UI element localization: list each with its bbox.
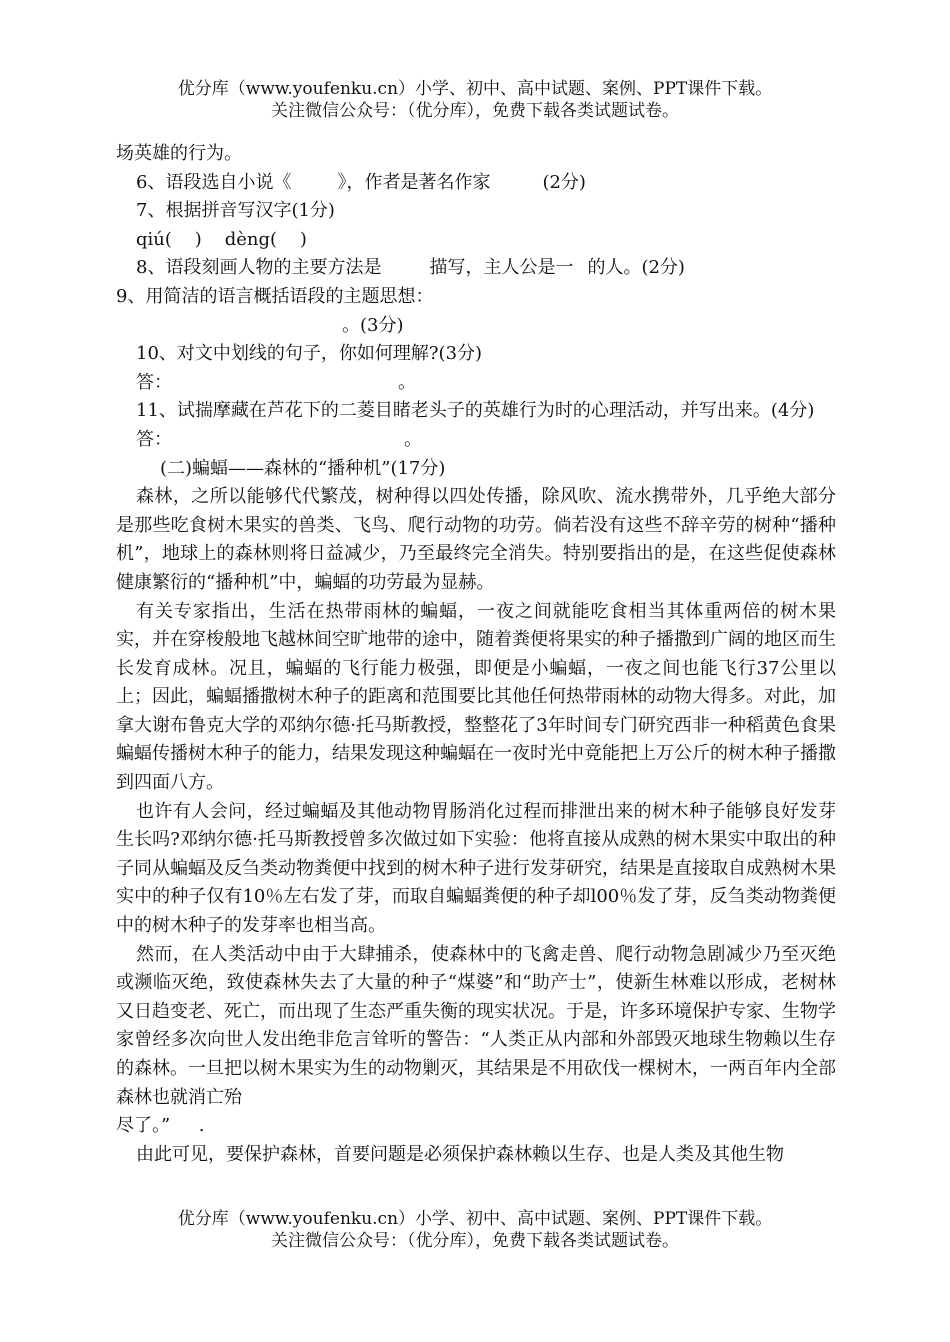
question-8: 8、语段刻画人物的主要方法是 描写，主人公是一 的人。(2分) — [136, 257, 685, 279]
question-6: 6、语段选自小说《 》，作者是著名作家 (2分) — [136, 171, 586, 193]
question-9-answer: 。(3分) — [342, 314, 404, 336]
paragraph-end: 尽了。” . — [116, 1115, 205, 1137]
header-line-2: 关注微信公众号：（优分库），免费下载各类试题试卷。 — [271, 101, 679, 121]
question-10-answer: 答： 。 — [136, 371, 416, 393]
question-10: 10、对文中划线的句子，你如何理解?(3分) — [136, 343, 483, 365]
document-content — [116, 140, 836, 1169]
question-7: 7、根据拼音写汉字(1分) — [136, 200, 335, 222]
paragraph: 然而，在人类活动中由于大肆捕杀，使森林中的飞禽走兽、爬行动物急剧减少乃至灭绝或濒临灭绝，致使森林失去了大量的种子“煤婆”和“助产士”，使新生林难以形成，老树林又日趋变老、死亡，而出现了生态严重失衡的现实状况。于是，许多环境保护专家、生物学家曾经多次向世人发出绝非危言耸听的警告：“人类正从内部和外部毁灭地球生物赖以生存的森林。一旦把以树木果实为生的动物剿灭，其结果是不用砍伐一棵树木，一两百年内全部森林也就消亡殆 — [116, 943, 836, 1108]
section-title: (二)蝙蝠——森林的“播种机”(17分) — [160, 457, 446, 479]
footer-line-1: 优分库（www.youfenku.cn）小学、初中、高中试题、案例、PPT课件下载。 — [177, 1209, 773, 1229]
paragraph: 有关专家指出，生活在热带雨林的蝙蝠，一夜之间就能吃食相当其体重两倍的树木果实，并在穿梭般地飞越林间空旷地带的途中，随着粪便将果实的种子播撒到广阔的地区而生长发育成林。况且，蝙蝠的飞行能力极强，即便是小蝙蝠，一夜之间也能飞行37公里以上；因此，蝙蝠播撒树木种子的距离和范围要比其他任何热带雨林的动物大得多。对此，加拿大谢布鲁克大学的邓纳尔德·托马斯教授，整整花了3年时间专门研究西非一种稻黄色食果蝙蝠传播树木种子的能力，结果发现这种蝙蝠在一夜时光中竟能把上万公斤的树木种子播撒到四面八方。 — [116, 600, 836, 794]
question-11: 11、试揣摩藏在芦花下的二菱目睹老头子的英雄行为时的心理活动，并写出来。(4分) — [136, 400, 815, 422]
header-line-1: 优分库（www.youfenku.cn）小学、初中、高中试题、案例、PPT课件下载。 — [177, 79, 773, 99]
page-footer — [0, 1208, 950, 1252]
text-line: 场英雄的行为。 — [116, 143, 242, 164]
question-9: 9、用简洁的语言概括语段的主题思想： — [116, 285, 434, 307]
paragraph: 森林，之所以能够代代繁茂，树种得以四处传播，除风吹、流水携带外，几乎绝大部分是那些吃食树木果实的兽类、飞鸟、爬行动物的功劳。倘若没有这些不辞辛劳的树种“播种机”，地球上的森林则将日益减少，乃至最终完全消失。特别要指出的是，在这些促使森林健康繁衍的“播种机”中，蝙蝠的功劳最为显赫。 — [116, 486, 836, 593]
page-header — [0, 78, 950, 122]
paragraph: 由此可见，要保护森林，首要问题是必须保护森林赖以生存、也是人类及其他生物 — [136, 1143, 784, 1165]
footer-line-2: 关注微信公众号：（优分库），免费下载各类试题试卷。 — [271, 1231, 679, 1251]
question-11-answer: 答： 。 — [136, 428, 422, 450]
pinyin-line: qiú( ) dèng( ) — [136, 228, 307, 250]
paragraph: 也许有人会问，经过蝙蝠及其他动物胃肠消化过程而排泄出来的树木种子能够良好发芽生长吗?邓纳尔德·托马斯教授曾多次做过如下实验：他将直接从成熟的树木果实中取出的种子同从蝙蝠及反刍类动物粪便中找到的树木种子进行发芽研究，结果是直接取自成熟树木果实中的种子仅有10％左右发了芽，而取自蝙蝠粪便的种子却l00％发了芽，反刍类动物粪便中的树木种子的发芽率也相当高。 — [116, 800, 836, 937]
